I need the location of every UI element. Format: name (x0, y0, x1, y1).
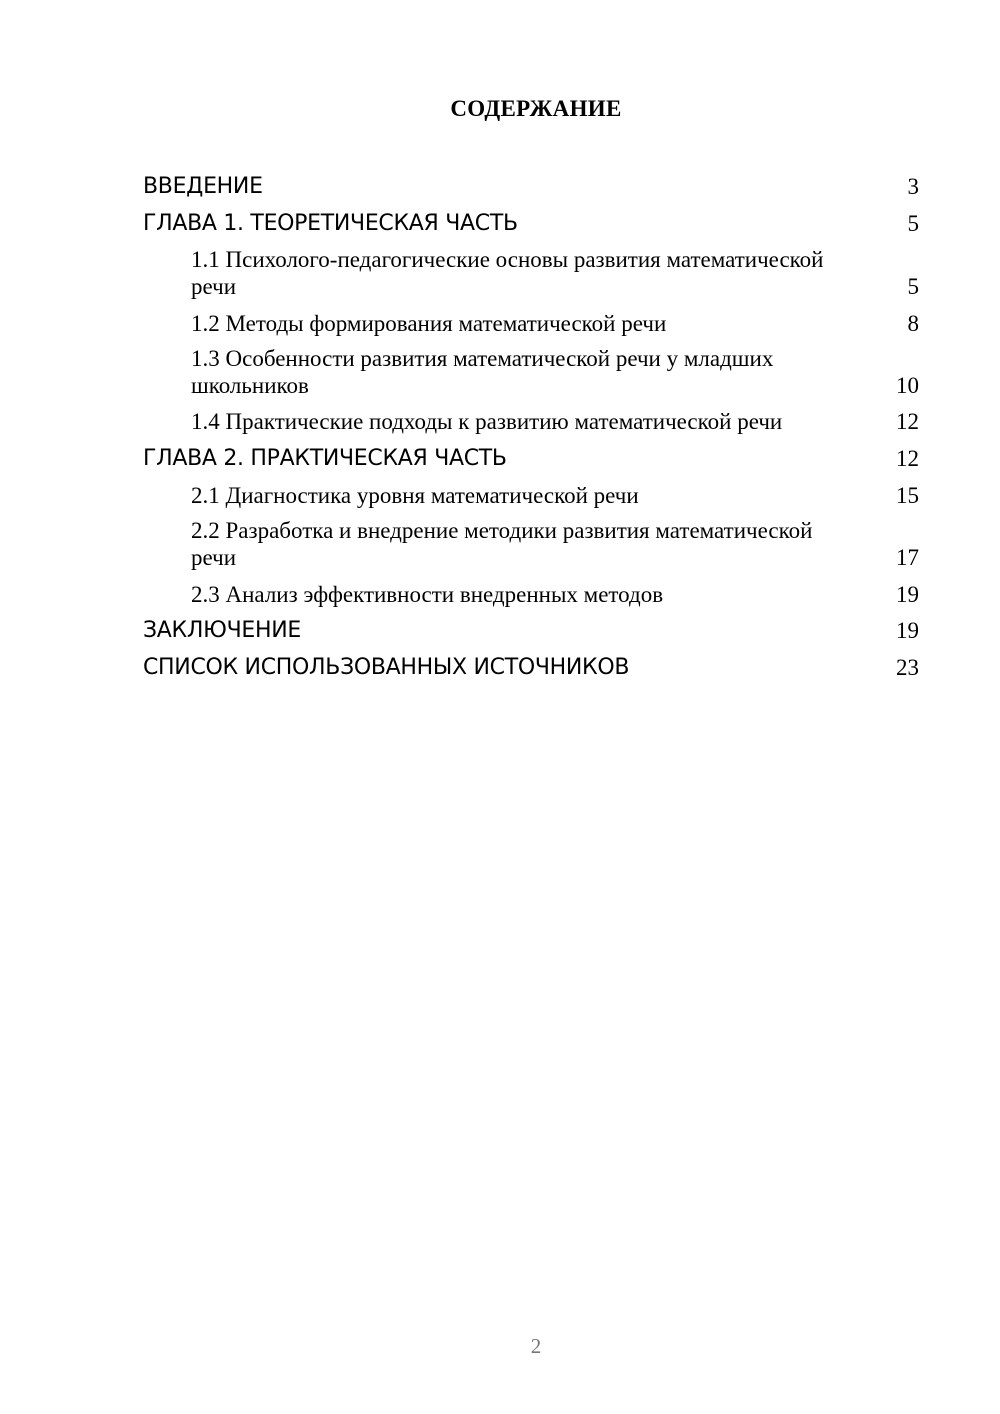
toc-entry-label: 2.1 Диагностика уровня математической речи (191, 483, 639, 508)
toc-entry-page: 19 (896, 618, 919, 643)
toc-entry-section-2-3 (143, 576, 919, 612)
toc-entry-introduction (143, 168, 919, 205)
toc-entry-label: 1.4 Практические подходы к развитию математической речи (191, 409, 783, 434)
toc-entry-label: 1.2 Методы формирования математической речи (191, 311, 667, 336)
toc-entry-label: 1.3 Особенности развития математической речи у младших школьников (191, 346, 774, 398)
toc-entry-section-1-4 (143, 404, 919, 440)
toc-entry-page: 15 (896, 483, 919, 508)
toc-entry-page: 12 (896, 446, 919, 471)
toc-entry-section-1-3 (143, 341, 919, 404)
toc-entry-page: 3 (907, 174, 919, 199)
toc-entry-page: 5 (907, 274, 919, 299)
toc-entry-label: ВВЕДЕНИЕ (143, 174, 263, 199)
toc-entry-label: 2.3 Анализ эффективности внедренных методов (191, 582, 664, 607)
toc-entry-page: 23 (896, 655, 919, 680)
toc-entry-label: СПИСОК ИСПОЛЬЗОВАННЫХ ИСТОЧНИКОВ (143, 655, 630, 680)
toc-entry-page: 10 (896, 373, 919, 398)
toc-entry-label: 1.1 Психолого-педагогические основы развития математической речи (191, 247, 824, 299)
toc-entry-section-2-2 (143, 513, 919, 576)
toc-entry-section-1-2 (143, 305, 919, 341)
toc-entry-page: 5 (907, 211, 919, 236)
table-of-contents (143, 168, 919, 686)
page-number: 2 (530, 1334, 542, 1358)
toc-entry-page: 17 (896, 545, 919, 570)
toc-entry-chapter-2 (143, 440, 919, 477)
toc-entry-section-1-1 (143, 242, 919, 305)
toc-title: СОДЕРЖАНИЕ (450, 96, 622, 121)
toc-entry-conclusion (143, 612, 919, 649)
toc-entry-page: 12 (896, 409, 919, 434)
toc-entry-label: 2.2 Разработка и внедрение методики развития математической речи (191, 518, 813, 570)
toc-entry-references (143, 649, 919, 686)
toc-entry-label: ГЛАВА 2. ПРАКТИЧЕСКАЯ ЧАСТЬ (143, 446, 507, 471)
toc-entry-section-2-1 (143, 477, 919, 513)
toc-entry-label: ЗАКЛЮЧЕНИЕ (143, 618, 301, 643)
toc-entry-page: 8 (907, 311, 919, 336)
toc-entry-chapter-1 (143, 205, 919, 242)
toc-entry-label: ГЛАВА 1. ТЕОРЕТИЧЕСКАЯ ЧАСТЬ (143, 211, 518, 236)
toc-entry-page: 19 (896, 582, 919, 607)
